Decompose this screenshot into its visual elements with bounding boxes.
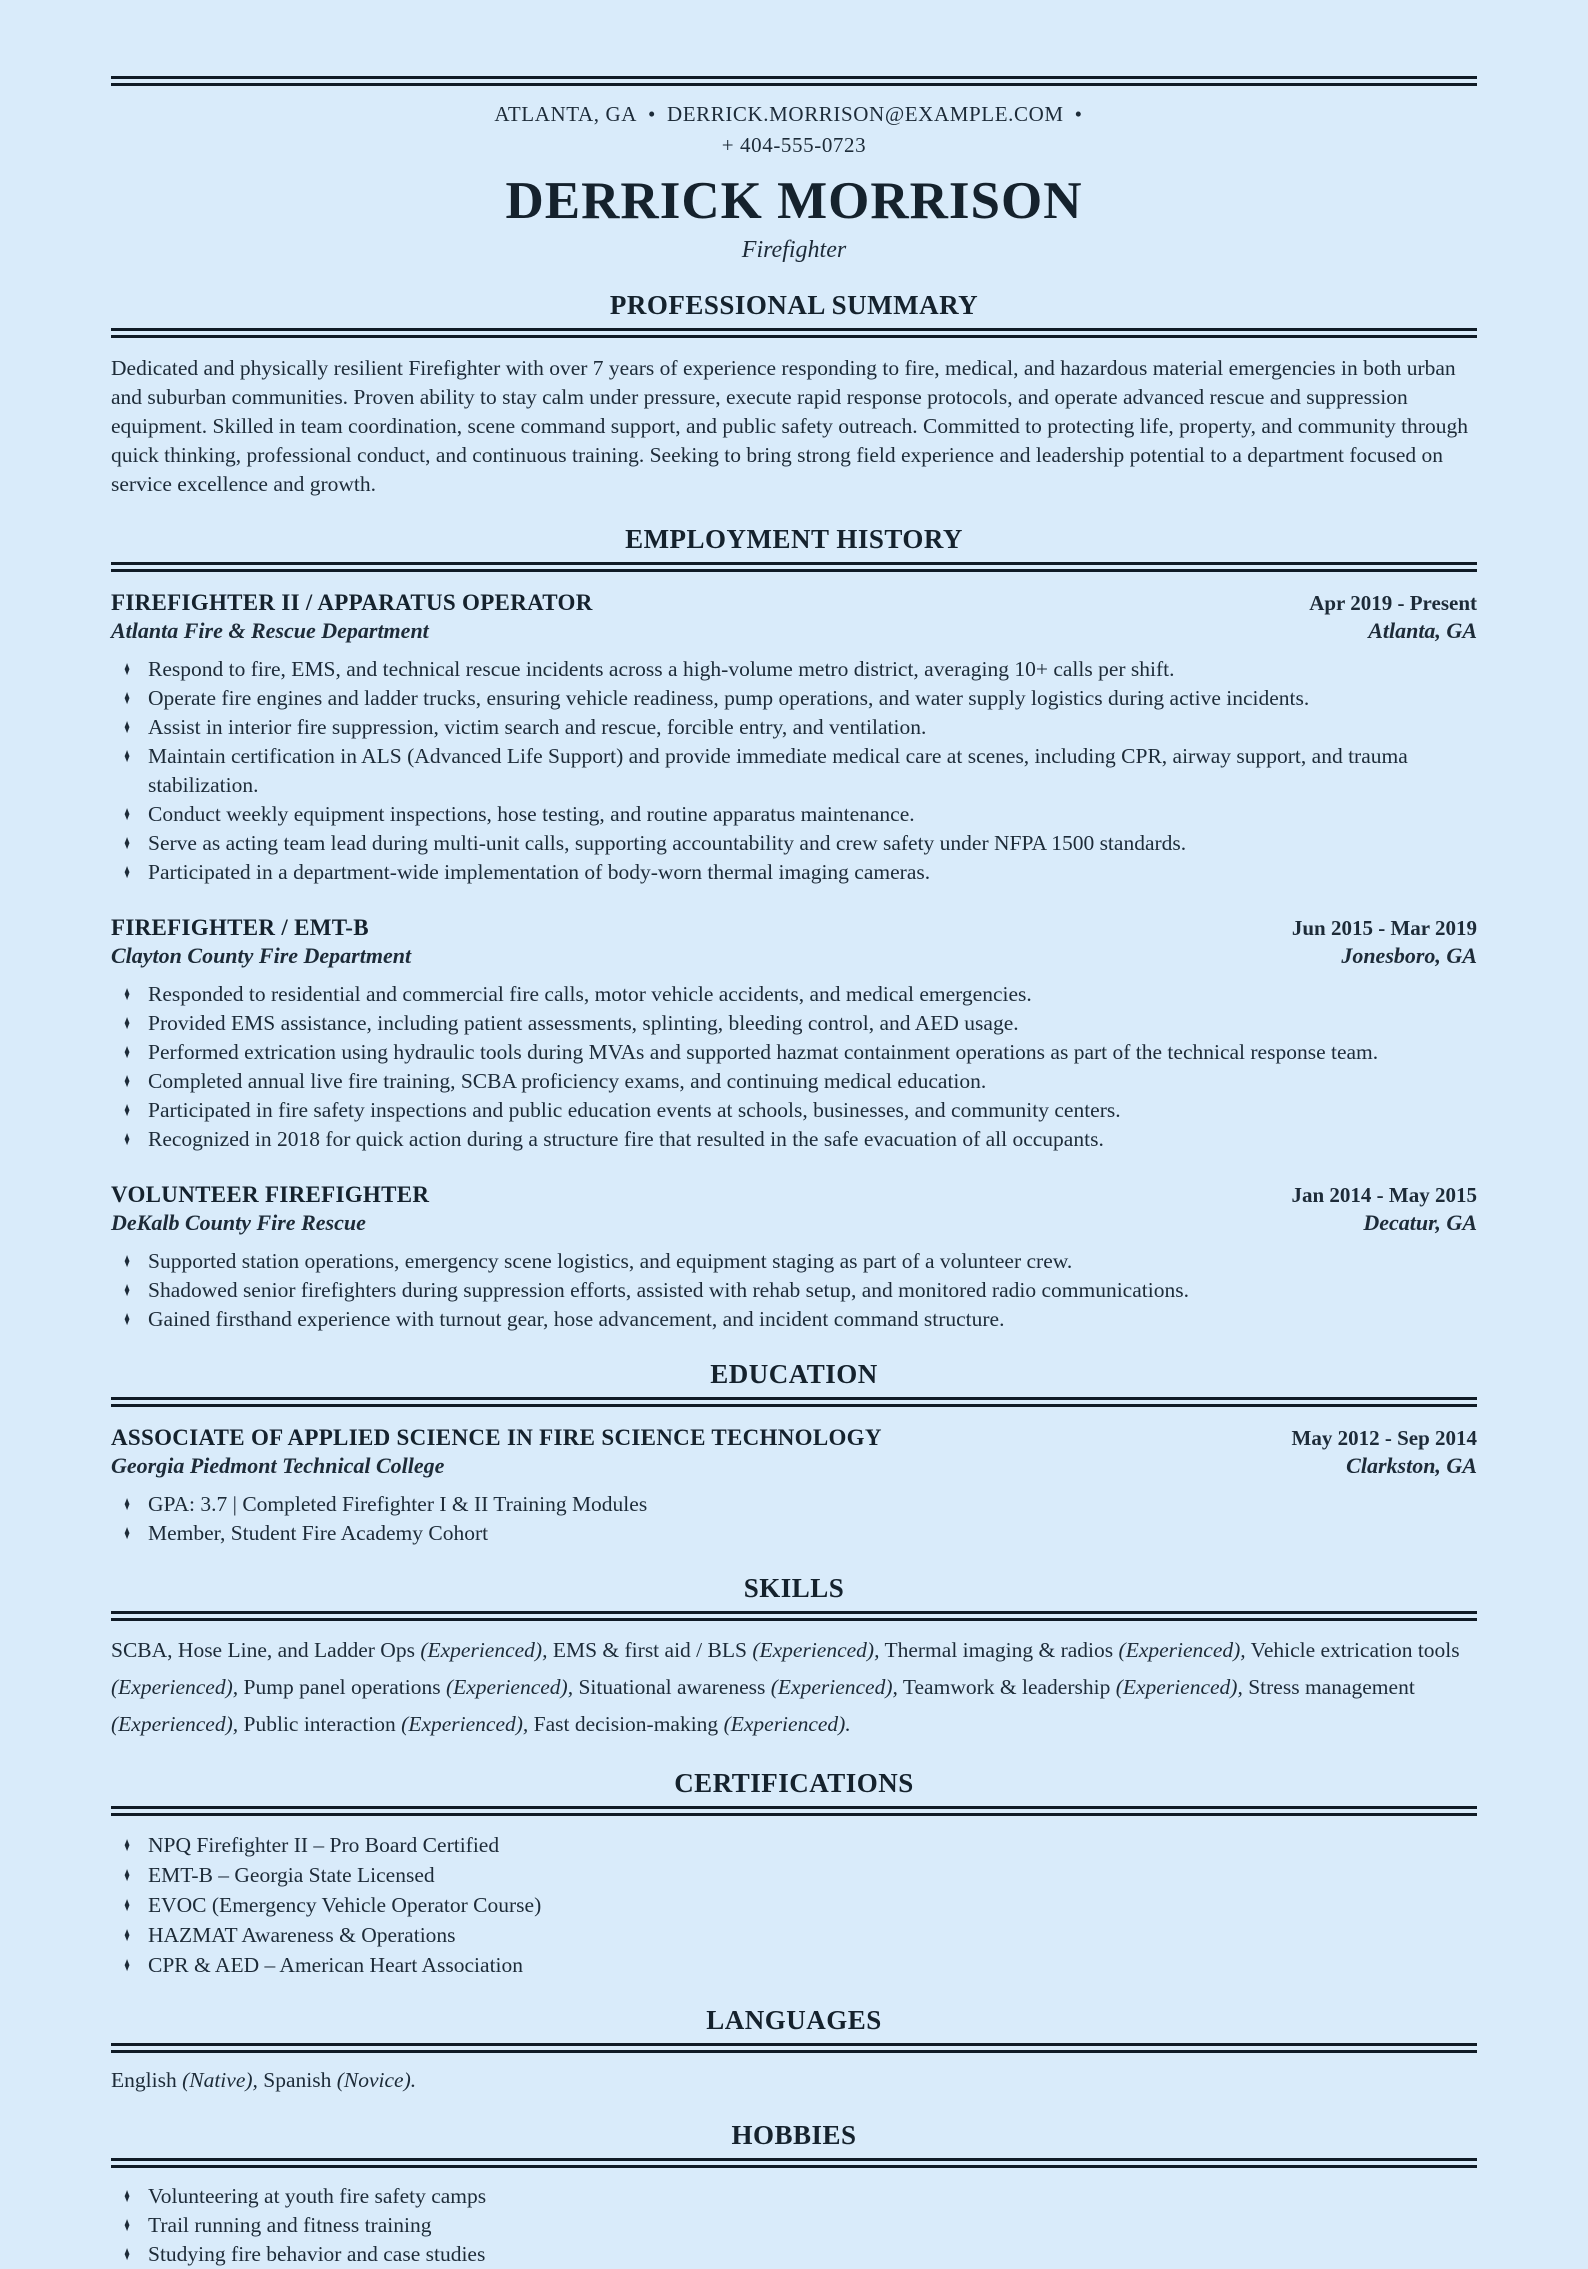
job-title: VOLUNTEER FIREFIGHTER [111,1182,430,1207]
skill-level: (Experienced), [1115,1675,1243,1699]
skill-level: (Experienced), [111,1712,239,1736]
skill-name: EMS & first aid / BLS [552,1638,747,1662]
job-entry [111,1181,1477,1334]
diamond-bullet-icon: ♦ [124,1522,130,1544]
bullet-text: Provided EMS assistance, including patient assessments, splinting, bleeding control, and AED usage. [148,1011,1019,1035]
diamond-bullet-icon: ♦ [124,1308,130,1330]
bullet-text: Supported station operations, emergency scene logistics, and equipment staging as part of a volunteer crew. [148,1249,1073,1273]
job-entry [111,914,1477,1154]
language-item [263,2068,416,2092]
bullet-item [111,655,1477,684]
job-title: FIREFIGHTER / EMT-B [111,915,369,940]
skill-level: (Experienced), [445,1675,574,1699]
job-location: Jonesboro, GA [1341,943,1477,968]
bullet-item [111,2211,1477,2240]
language-name: Spanish [263,2068,332,2092]
section-heading: HOBBIES [731,2120,857,2150]
diamond-bullet-icon: ♦ [124,716,130,738]
bullet-text: Respond to fire, EMS, and technical rescue incidents across a high-volume metro district, averaging 10+ calls per shift. [148,657,1175,681]
bullet-item [111,1067,1477,1096]
skills-list [111,1632,1477,1743]
skill-level: (Experienced), [1118,1638,1246,1662]
skill-level: (Experienced), [401,1712,529,1736]
bullet-text: Responded to residential and commercial fire calls, motor vehicle accidents, and medical emergencies. [148,982,1032,1006]
bullet-item [111,980,1477,1009]
section-professional-summary [111,289,1477,499]
degree-title: ASSOCIATE OF APPLIED SCIENCE IN FIRE SCIENCE TECHNOLOGY [111,1425,882,1450]
bullet-text: Performed extrication using hydraulic tools during MVAs and supported hazmat containment operations as part of the technical response team. [148,1040,1379,1064]
contact-email: DERRICK.MORRISON@EXAMPLE.COM [666,102,1064,126]
section-divider [111,1611,1477,1621]
section-languages [111,2004,1477,2095]
skill-name: Situational awareness [578,1675,766,1699]
section-hobbies [111,2119,1477,2269]
diamond-bullet-icon: ♦ [124,1041,130,1063]
skill-name: Teamwork & leadership [902,1675,1111,1699]
language-level: (Novice). [336,2068,417,2092]
education-dates: May 2012 - Sep 2014 [1291,1426,1477,1450]
bullet-text: NPQ Firefighter II – Pro Board Certified [148,1833,500,1857]
skill-item [244,1712,529,1736]
bullet-item [111,1038,1477,1067]
diamond-bullet-icon: ♦ [124,1954,130,1976]
bullet-item [111,684,1477,713]
job-bullet-list [111,980,1477,1154]
bullet-item [111,1096,1477,1125]
skill-level: (Experienced), [111,1675,239,1699]
section-education [111,1358,1477,1548]
bullet-text: EMT-B – Georgia State Licensed [148,1863,435,1887]
bullet-item [111,858,1477,887]
skill-level: (Experienced), [752,1638,880,1662]
job-entry [111,589,1477,887]
diamond-bullet-icon: ♦ [124,861,130,883]
bullet-text: Participated in fire safety inspections and public education events at schools, businesses, and community centers. [148,1098,1121,1122]
section-heading: EDUCATION [710,1359,878,1389]
job-company: DeKalb County Fire Rescue [111,1210,366,1235]
bullet-text: Shadowed senior firefighters during suppression efforts, assisted with rehab setup, and monitored radio communications. [148,1278,1189,1302]
diamond-bullet-icon: ♦ [124,1279,130,1301]
skill-level: (Experienced). [723,1712,851,1736]
diamond-bullet-icon: ♦ [124,1012,130,1034]
languages-list [111,2066,1477,2095]
job-company: Clayton County Fire Department [111,943,412,968]
diamond-bullet-icon: ♦ [124,1099,130,1121]
bullet-item [111,1247,1477,1276]
section-heading: EMPLOYMENT HISTORY [625,524,963,554]
bullet-text: HAZMAT Awareness & Operations [148,1923,456,1947]
diamond-bullet-icon: ♦ [124,687,130,709]
diamond-bullet-icon: ♦ [124,832,130,854]
bullet-item [111,1490,1477,1519]
bullet-item [111,1950,1477,1980]
skill-item [111,1638,547,1662]
education-entry [111,1424,1477,1548]
diamond-bullet-icon: ♦ [124,1924,130,1946]
language-level: (Native), [182,2068,258,2092]
bullet-text: Gained firsthand experience with turnout gear, hose advancement, and incident command structure. [148,1307,1005,1331]
job-location: Atlanta, GA [1368,618,1477,643]
separator-dot-icon: • [647,102,656,126]
skill-item [884,1638,1245,1662]
bullet-item [111,1920,1477,1950]
bullet-text: Maintain certification in ALS (Advanced Life Support) and provide immediate medical care at scenes, including CPR, airway support, and trauma stabilization. [148,744,1408,797]
section-divider [111,562,1477,572]
candidate-job-title: Firefighter [741,237,847,263]
section-divider [111,2158,1477,2168]
top-divider [111,76,1477,86]
bullet-item [111,2182,1477,2211]
skill-item [903,1675,1243,1699]
job-dates: Apr 2019 - Present [1309,591,1477,615]
skill-name: SCBA, Hose Line, and Ladder Ops [111,1638,415,1662]
language-item [111,2068,258,2092]
bullet-text: Trail running and fitness training [148,2213,432,2237]
bullet-text: Participated in a department-wide implementation of body-worn thermal imaging cameras. [148,860,931,884]
section-heading: SKILLS [743,1573,845,1603]
bullet-item [111,829,1477,858]
diamond-bullet-icon: ♦ [124,803,130,825]
section-certifications [111,1767,1477,1980]
bullet-text: Serve as acting team lead during multi-unit calls, supporting accountability and crew safety under NFPA 1500 standards. [148,831,1187,855]
section-divider [111,1397,1477,1407]
diamond-bullet-icon: ♦ [124,1834,130,1856]
skill-item [578,1675,897,1699]
job-bullet-list [111,1247,1477,1334]
diamond-bullet-icon: ♦ [124,745,130,767]
bullet-item [111,1519,1477,1548]
job-dates: Jan 2014 - May 2015 [1291,1183,1477,1207]
skill-name: Pump panel operations [243,1675,441,1699]
bullet-text: Completed annual live fire training, SCBA proficiency exams, and continuing medical education. [148,1069,987,1093]
bullet-item [111,1276,1477,1305]
candidate-name: DERRICK MORRISON [505,172,1083,230]
school-name: Georgia Piedmont Technical College [111,1453,445,1478]
education-bullet-list [111,1490,1477,1548]
skill-name: Vehicle extrication tools [1250,1638,1460,1662]
section-divider [111,2043,1477,2053]
skill-item [534,1712,851,1736]
bullet-item [111,1860,1477,1890]
diamond-bullet-icon: ♦ [124,1250,130,1272]
diamond-bullet-icon: ♦ [124,1894,130,1916]
section-heading: PROFESSIONAL SUMMARY [609,290,979,320]
section-divider [111,1806,1477,1816]
diamond-bullet-icon: ♦ [124,2243,130,2265]
job-location: Decatur, GA [1363,1210,1477,1235]
job-title: FIREFIGHTER II / APPARATUS OPERATOR [111,590,593,615]
contact-line-1 [111,99,1477,130]
bullet-text: Conduct weekly equipment inspections, hose testing, and routine apparatus maintenance. [148,802,915,826]
skill-name: Stress management [1248,1675,1415,1699]
bullet-text: Volunteering at youth fire safety camps [148,2184,487,2208]
bullet-item [111,2240,1477,2269]
bullet-item [111,1125,1477,1154]
bullet-item [111,1890,1477,1920]
diamond-bullet-icon: ♦ [124,983,130,1005]
diamond-bullet-icon: ♦ [124,2185,130,2207]
section-skills [111,1572,1477,1743]
bullet-text: Member, Student Fire Academy Cohort [148,1521,489,1545]
bullet-text: Recognized in 2018 for quick action during a structure fire that resulted in the safe evacuation of all occupants. [148,1127,1104,1151]
contact-info [111,99,1477,161]
bullet-item [111,1830,1477,1860]
section-heading: LANGUAGES [706,2005,882,2035]
skill-name: Thermal imaging & radios [884,1638,1114,1662]
diamond-bullet-icon: ♦ [124,2214,130,2236]
section-divider [111,328,1477,338]
skill-name: Public interaction [243,1712,396,1736]
summary-paragraph: Dedicated and physically resilient Firefighter with over 7 years of experience responding to fire, medical, and hazardous material emergencies in both urban and suburban communities. Proven ability to stay calm under pressure, execute rapid response protocols, and operate advanced rescue and suppression equipment. Skilled in team coordination, scene command support, and public safety outreach. Committed to protecting life, property, and community through quick thinking, professional conduct, and continuous training. Seeking to bring strong field experience and leadership potential to a department focused on service excellence and growth. [111,356,1468,496]
contact-phone: + 404-555-0723 [721,133,867,157]
job-company: Atlanta Fire & Rescue Department [111,618,429,643]
skill-level: (Experienced), [420,1638,548,1662]
hobbies-list [111,2182,1477,2269]
contact-location: ATLANTA, GA [494,102,637,126]
bullet-item [111,1009,1477,1038]
bullet-item [111,1305,1477,1334]
bullet-text: EVOC (Emergency Vehicle Operator Course) [148,1893,542,1917]
bullet-item [111,800,1477,829]
bullet-text: Operate fire engines and ladder trucks, ensuring vehicle readiness, pump operations, and water supply logistics during active incidents. [148,686,1310,710]
diamond-bullet-icon: ♦ [124,1128,130,1150]
diamond-bullet-icon: ♦ [124,1864,130,1886]
certification-list [111,1830,1477,1980]
skill-item [553,1638,880,1662]
school-location: Clarkston, GA [1346,1453,1477,1478]
section-heading: CERTIFICATIONS [674,1768,914,1798]
bullet-item [111,713,1477,742]
bullet-text: Studying fire behavior and case studies [148,2242,486,2266]
language-name: English [111,2068,177,2092]
bullet-text: GPA: 3.7 | Completed Firefighter I & II Training Modules [148,1492,648,1516]
skill-level: (Experienced), [770,1675,898,1699]
separator-dot-icon: • [1074,102,1083,126]
contact-line-2 [111,130,1477,161]
bullet-text: Assist in interior fire suppression, victim search and rescue, forcible entry, and ventilation. [148,715,927,739]
section-employment-history [111,523,1477,1334]
bullet-item [111,742,1477,800]
job-bullet-list [111,655,1477,887]
diamond-bullet-icon: ♦ [124,658,130,680]
diamond-bullet-icon: ♦ [124,1493,130,1515]
skill-name: Fast decision-making [533,1712,719,1736]
bullet-text: CPR & AED – American Heart Association [148,1953,524,1977]
diamond-bullet-icon: ♦ [124,1070,130,1092]
job-dates: Jun 2015 - Mar 2019 [1291,916,1477,940]
skill-item [244,1675,574,1699]
